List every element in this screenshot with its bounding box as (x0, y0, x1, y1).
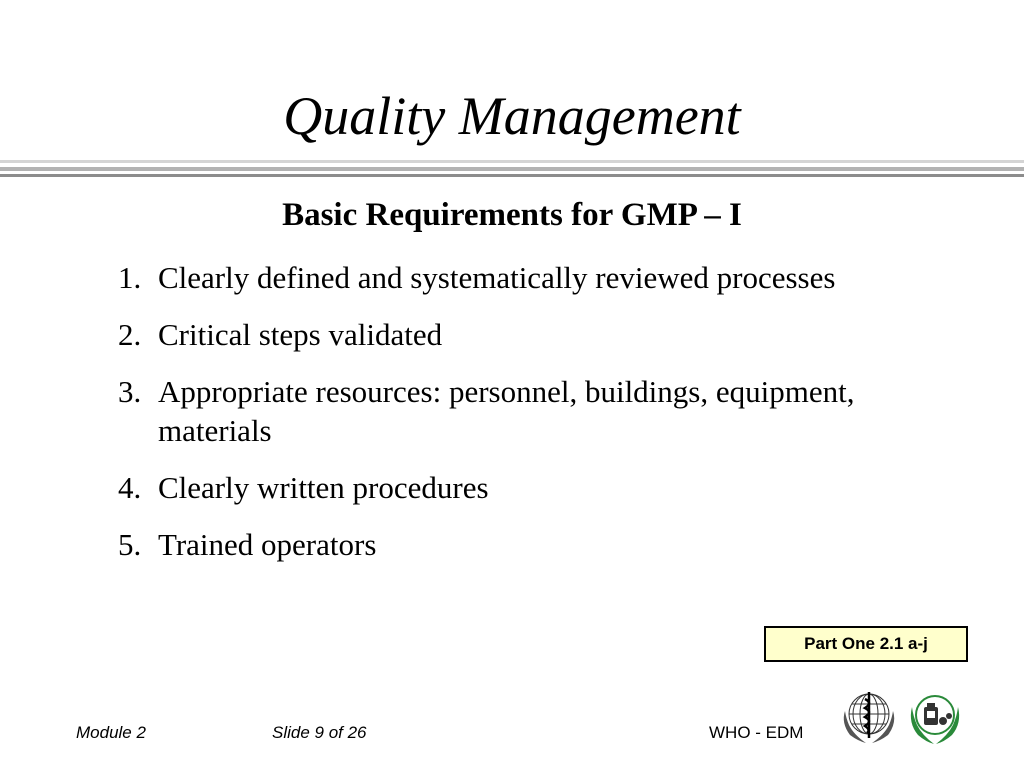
reference-box (764, 626, 968, 662)
slide-subtitle: Basic Requirements for GMP – I (282, 197, 742, 233)
reference-label: Part One 2.1 a-j (804, 634, 928, 653)
title-divider-light (0, 160, 1024, 163)
list-item (118, 372, 858, 450)
list-item-number: 4. (118, 470, 142, 505)
list-item-text: Appropriate resources: personnel, buildings, equipment, materials (158, 374, 855, 448)
who-emblem-icon (836, 683, 902, 749)
footer-organization: WHO - EDM (709, 723, 804, 742)
list-item-text: Critical steps validated (158, 317, 443, 352)
list-item-number: 5. (118, 527, 142, 562)
slide-title: Quality Management (283, 86, 741, 146)
list-item-number: 1. (118, 260, 142, 295)
list-item (118, 258, 858, 297)
title-divider-dark (0, 174, 1024, 177)
title-divider-mid (0, 167, 1024, 171)
footer-slide-number: Slide 9 of 26 (272, 723, 367, 742)
list-item-text: Clearly defined and systematically reviewed processes (158, 260, 836, 295)
list-item-number: 3. (118, 374, 142, 409)
footer-module: Module 2 (76, 723, 146, 742)
list-item-text: Clearly written procedures (158, 470, 489, 505)
list-item (118, 468, 858, 507)
edm-emblem-icon (902, 683, 968, 749)
list-item-number: 2. (118, 317, 142, 352)
list-item (118, 525, 858, 564)
list-item-text: Trained operators (158, 527, 377, 562)
requirements-list (118, 258, 858, 582)
list-item (118, 315, 858, 354)
